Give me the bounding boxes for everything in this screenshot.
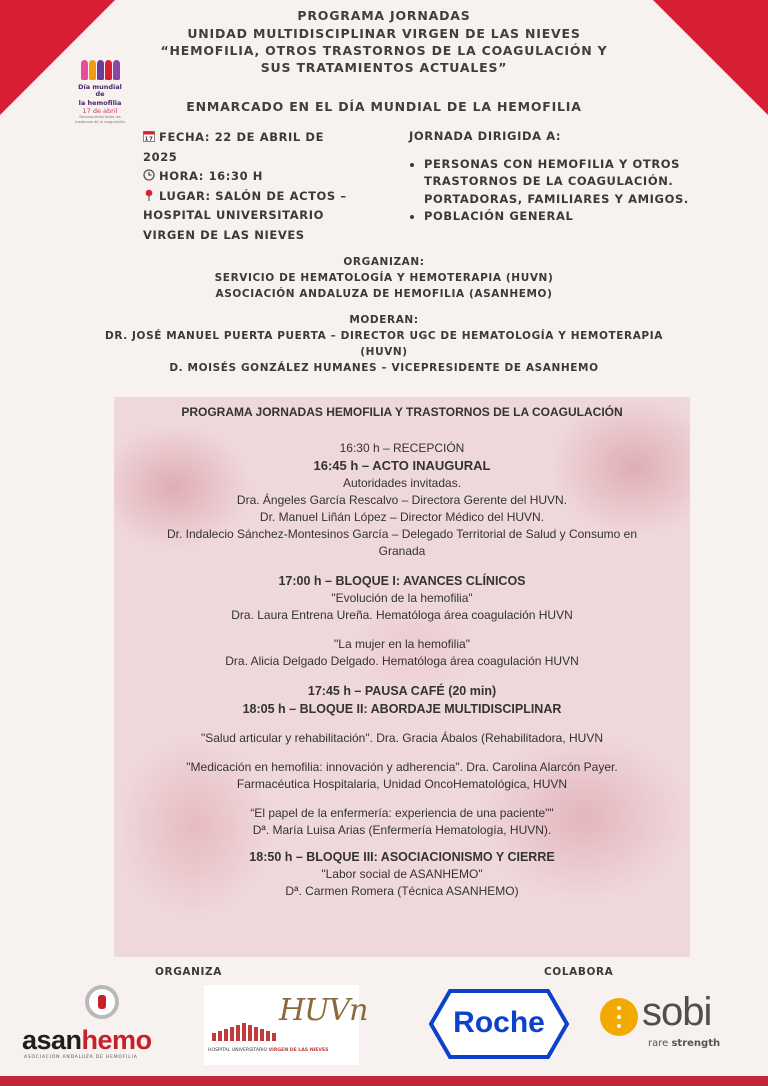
huvn-logo	[204, 985, 368, 1065]
location-pin-icon	[143, 189, 155, 201]
program-bloque-2: 18:05 h – BLOQUE II: ABORDAJE MULTIDISCIPLINAR	[242, 702, 562, 716]
program-line: Dr. Indalecio Sánchez-Montesinos García – Delegado Territorial de Salud y Consumo en	[166, 527, 638, 541]
roche-logo	[428, 988, 570, 1060]
lugar-text: LUGAR: SALÓN DE ACTOS –	[159, 188, 347, 203]
program-line: "Salud articular y rehabilitación". Dra. Gracia Ábalos (Rehabilitadora, HUVN	[200, 731, 604, 745]
program-line: Autoridades invitadas.	[342, 476, 462, 490]
huvn-subtitle-b: VIRGEN DE LAS NIEVES	[268, 1048, 329, 1053]
organizan-title: ORGANIZAN:	[343, 256, 425, 268]
program-body	[114, 440, 690, 900]
hora-text: HORA: 16:30 H	[159, 169, 264, 183]
program-line: Farmacéutica Hospitalaria, Unidad OncoHematológica, HUVN	[236, 777, 568, 791]
program-acto-inaugural: 16:45 h – ACTO INAUGURAL	[313, 458, 491, 473]
logo-line: la hemofilia	[78, 99, 122, 107]
colabora-label: COLABORA	[544, 966, 614, 978]
event-title-line: “HEMOFILIA, OTROS TRASTORNOS DE LA COAGULACIÓN Y	[160, 43, 608, 58]
clock-icon	[143, 169, 155, 181]
asanhemo-emblem-icon	[85, 985, 119, 1019]
building-bars-icon	[212, 1023, 276, 1041]
audience-section	[409, 128, 719, 226]
organizer-line: ASOCIACIÓN ANDALUZA DE HEMOFILIA (ASANHEMO)	[215, 288, 553, 300]
program-panel	[114, 397, 690, 957]
program-bloque-3: 18:50 h – BLOQUE III: ASOCIACIONISMO Y CIERRE	[249, 850, 555, 864]
lugar-row	[143, 187, 378, 207]
calendar-day: 17	[144, 136, 154, 142]
asanhemo-subtitle: ASOCIACIÓN ANDALUZA DE HEMOFILIA	[24, 1055, 138, 1060]
moderator-line: D. MOISÉS GONZÁLEZ HUMANES – VICEPRESIDENTE DE ASANHEMO	[169, 362, 599, 374]
program-line: Dª. Carmen Romera (Técnica ASANHEMO)	[285, 884, 519, 898]
sobi-dot-icon	[600, 998, 638, 1036]
bottom-bar	[0, 1076, 768, 1086]
event-title-line: UNIDAD MULTIDISCIPLINAR VIRGEN DE LAS NIEVES	[187, 26, 581, 41]
program-line: "Labor social de ASANHEMO"	[321, 867, 483, 881]
organizer-line: SERVICIO DE HEMATOLOGÍA Y HEMOTERAPIA (HUVN)	[214, 272, 554, 284]
moderator-line: DR. JOSÉ MANUEL PUERTA PUERTA – DIRECTOR UGC DE HEMATOLOGÍA Y HEMOTERAPIA	[105, 330, 663, 342]
program-line: "Medicación en hemofilia: innovación y adherencia". Dra. Carolina Alarcón Payer.	[186, 760, 618, 774]
asanhemo-word-a: asan	[22, 1025, 82, 1055]
logo-tagline: Reconociendo todos los trastornos de la coagulación	[75, 115, 125, 124]
fecha-text: FECHA: 22 DE ABRIL DE	[159, 130, 325, 144]
program-line: "La mujer en la hemofilia"	[334, 637, 470, 651]
program-line: Granada	[378, 544, 426, 558]
programa-heading: PROGRAMA JORNADAS	[297, 8, 471, 23]
moderator-line: (HUVN)	[360, 346, 408, 358]
program-title: PROGRAMA JORNADAS HEMOFILIA Y TRASTORNOS DE LA COAGULACIÓN	[181, 405, 623, 419]
hora-row	[143, 167, 378, 187]
roche-wordmark: Roche	[453, 1006, 545, 1039]
audience-title: JORNADA DIRIGIDA A:	[409, 129, 562, 143]
fecha-year: 2025	[143, 149, 178, 164]
asanhemo-logo	[22, 985, 182, 1065]
moderan-section	[0, 312, 768, 376]
program-pausa: 17:45 h – PAUSA CAFÉ (20 min)	[307, 684, 497, 698]
event-title-line: SUS TRATAMIENTOS ACTUALES”	[260, 60, 508, 75]
organizan-section	[0, 254, 768, 302]
lugar-line: HOSPITAL UNIVERSITARIO	[143, 208, 324, 222]
sobi-wordmark: sobi	[642, 990, 712, 1034]
program-line: “El papel de la enfermería: experiencia de una paciente""	[250, 806, 554, 820]
program-line: Dr. Manuel Liñán López – Director Médico del HUVN.	[259, 510, 545, 524]
program-line: Dra. Ángeles García Rescalvo – Directora Gerente del HUVN.	[236, 493, 568, 507]
sobi-tag-b: strength	[671, 1038, 721, 1049]
list-item: • PERSONAS CON HEMOFILIA Y OTROS TRASTORNOS DE LA COAGULACIÓN. PORTADORAS, FAMILIARES Y AMIGOS.	[424, 156, 719, 209]
program-line: Dra. Alicia Delgado Delgado. Hematóloga área coagulación HUVN	[225, 654, 579, 668]
moderan-title: MODERAN:	[349, 314, 419, 326]
sobi-logo	[600, 990, 750, 1052]
program-line: Dra. Laura Entrena Ureña. Hematóloga área coagulación HUVN	[231, 608, 573, 622]
sobi-tag-a: rare	[648, 1038, 669, 1049]
calendar-icon	[143, 130, 155, 142]
event-details	[143, 128, 378, 245]
program-line: "Evolución de la hemofilia"	[331, 591, 473, 605]
people-figures-icon	[74, 60, 126, 82]
fecha-row	[143, 128, 378, 148]
list-item: • POBLACIÓN GENERAL	[424, 208, 719, 226]
huvn-mark: HUVn	[279, 993, 368, 1028]
organiza-label: ORGANIZA	[155, 966, 222, 978]
logo-line: Día mundial de	[78, 83, 122, 98]
lugar-line: VIRGEN DE LAS NIEVES	[143, 227, 305, 242]
asanhemo-word-b: hemo	[81, 1025, 152, 1055]
program-recepcion: 16:30 h – RECEPCIÓN	[339, 441, 465, 455]
world-hemophilia-day-logo	[74, 60, 126, 125]
program-line: Dª. María Luisa Arias (Enfermería Hematología, HUVN).	[252, 823, 552, 837]
program-bloque-1: 17:00 h – BLOQUE I: AVANCES CLÍNICOS	[278, 574, 526, 588]
huvn-subtitle-a: HOSPITAL UNIVERSITARIO	[208, 1048, 268, 1053]
audience-list	[409, 156, 719, 226]
logo-date: 17 de abril	[82, 107, 118, 115]
enmarcado-heading: ENMARCADO EN EL DÍA MUNDIAL DE LA HEMOFILIA	[186, 99, 582, 114]
